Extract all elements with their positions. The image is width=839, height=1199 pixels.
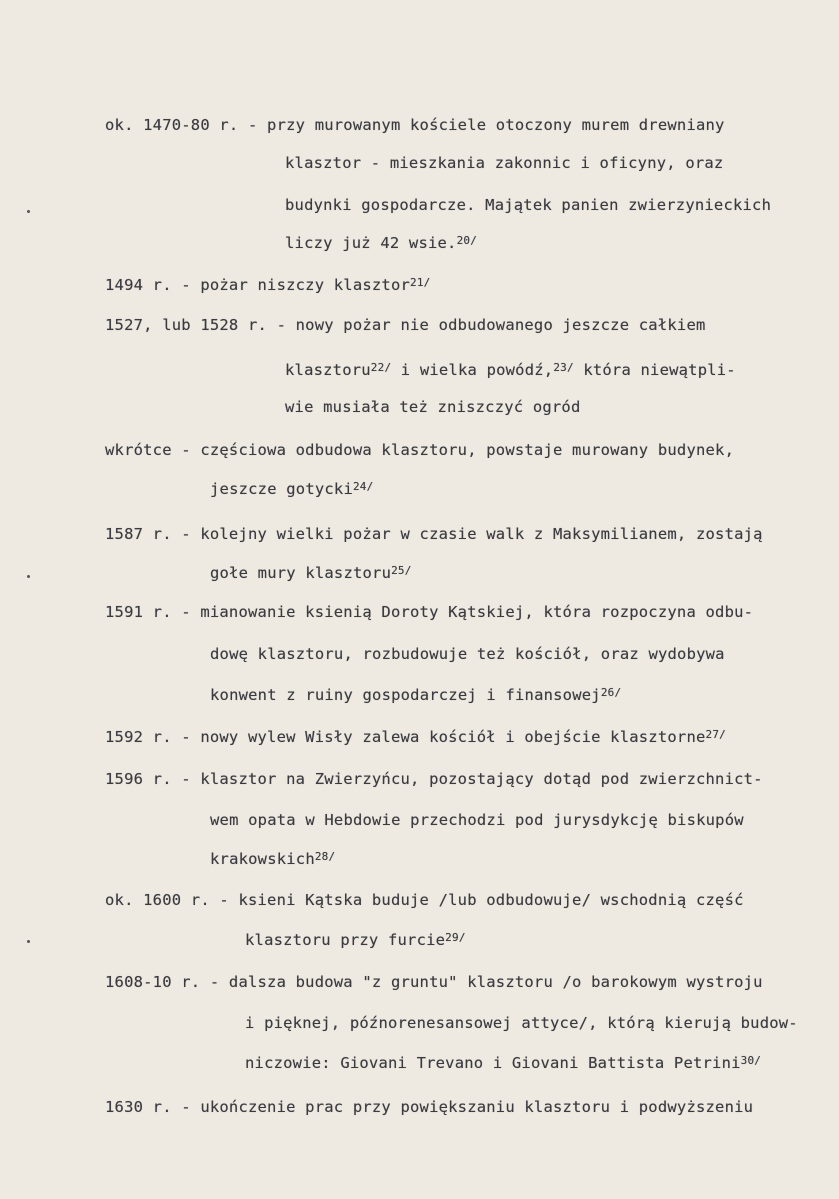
entry-line: 1592 r. - nowy wylew Wisły zalewa kościół i obejście klasztorne$^{27/}$ xyxy=(105,728,726,746)
entry-line: konwent z ruiny gospodarczej i finansowej$^{26/}$ xyxy=(210,686,622,704)
footnote-ref: 28/ xyxy=(314,850,336,863)
footnote-ref: 21/ xyxy=(410,276,431,289)
entry-line: 1630 r. - ukończenie prac przy powiększaniu klasztoru i podwyższeniu xyxy=(105,1098,754,1116)
entry-line: ok. 1470-80 r. - przy murowanym kościele otoczony murem drewniany xyxy=(105,116,725,134)
entry-line: 1494 r. - pożar niszczy klasztor$^{21/}$ xyxy=(105,276,431,294)
entry-line: 1596 r. - klasztor na Zwierzyńcu, pozostający dotąd pod zwierzchnict- xyxy=(105,770,763,788)
entry-line: 1591 r. - mianowanie ksienią Doroty Kątskiej, która rozpoczyna odbu- xyxy=(105,603,754,621)
margin-mark xyxy=(27,940,30,943)
entry-line: wem opata w Hebdowie przechodzi pod jurysdykcję biskupów xyxy=(210,811,744,829)
entry-line: ok. 1600 r. - ksieni Kątska buduje /lub odbudowuje/ wschodnią część xyxy=(105,891,744,909)
entry-line: liczy już 42 wsie.$^{20/}$ xyxy=(285,234,478,252)
entry-line: budynki gospodarcze. Majątek panien zwierzynieckich xyxy=(285,196,772,214)
footnote-ref: 29/ xyxy=(445,931,466,944)
footnote-ref: 30/ xyxy=(740,1054,762,1067)
footnote-ref: 24/ xyxy=(352,480,374,493)
entry-line: klasztor - mieszkania zakonnic i oficyny, oraz xyxy=(285,154,724,172)
entry-line: 1587 r. - kolejny wielki pożar w czasie walk z Maksymilianem, zostają xyxy=(105,525,763,543)
footnote-ref: 25/ xyxy=(391,564,412,577)
footnote-ref: 20/ xyxy=(456,234,478,247)
footnote-ref: 23/ xyxy=(553,361,574,374)
footnote-ref: 26/ xyxy=(600,686,622,699)
footnote-ref: 22/ xyxy=(370,361,392,374)
entry-line: wie musiała też zniszczyć ogród xyxy=(285,398,581,416)
entry-line: gołe mury klasztoru$^{25/}$ xyxy=(210,564,412,582)
entry-line: wkrótce - częściowa odbudowa klasztoru, powstaje murowany budynek, xyxy=(105,441,735,459)
entry-line: 1527, lub 1528 r. - nowy pożar nie odbudowanego jeszcze całkiem xyxy=(105,316,706,334)
margin-mark xyxy=(27,210,30,213)
entry-line: klasztoru przy furcie$^{29/}$ xyxy=(245,931,466,949)
entry-line: 1608-10 r. - dalsza budowa "z gruntu" klasztoru /o barokowym wystroju xyxy=(105,973,763,991)
footnote-ref: 27/ xyxy=(705,728,726,741)
entry-line: niczowie: Giovani Trevano i Giovani Battista Petrini$^{30/}$ xyxy=(245,1054,762,1072)
entry-line: klasztoru$^{22/}$ i wielka powódź,$^{23/}$ która niewątpli- xyxy=(285,361,736,379)
entry-line: jeszcze gotycki$^{24/}$ xyxy=(210,480,374,498)
entry-line: krakowskich$^{28/}$ xyxy=(210,850,336,868)
margin-mark xyxy=(27,575,30,578)
entry-line: dowę klasztoru, rozbudowuje też kościół, oraz wydobywa xyxy=(210,645,725,663)
entry-line: i pięknej, późnorenesansowej attyce/, którą kierują budow- xyxy=(245,1014,798,1032)
